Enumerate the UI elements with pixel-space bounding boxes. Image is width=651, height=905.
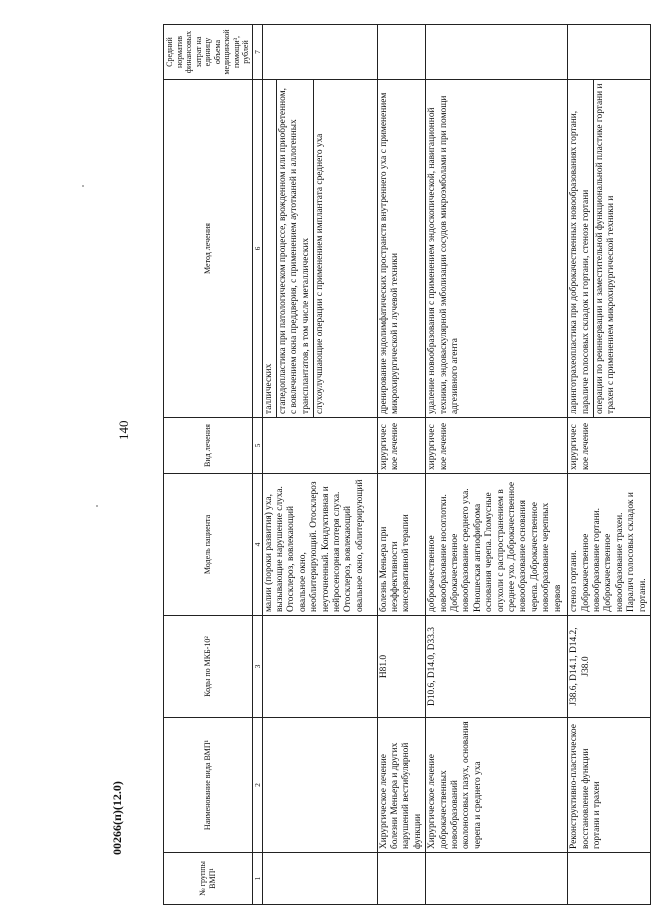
group-cell bbox=[377, 853, 426, 905]
cost-norm-cell bbox=[377, 25, 426, 80]
group-cell bbox=[262, 853, 377, 905]
treatment-method-cell bbox=[568, 80, 651, 418]
method-item: ларинготрахеопластика при доброкачественных новообразованиях гортани, параличе голосовых складок и гортани, стенозе гортани bbox=[569, 110, 591, 414]
vmp-table bbox=[163, 24, 651, 905]
group-cell bbox=[568, 853, 651, 905]
treatment-type-cell bbox=[262, 418, 377, 474]
header-vmp-name: Наименование вида ВМП¹ bbox=[164, 718, 253, 853]
treatment-method-cell bbox=[262, 80, 377, 418]
header-treatment-method: Метод лечения bbox=[164, 80, 253, 418]
method-item: таллических bbox=[263, 363, 274, 414]
cost-norm-cell bbox=[568, 25, 651, 80]
patient-model-cell: малии (пороки развития) уха, вызывающие нарушение слуха. Отосклероз, вовлекающий овальное окно, необлитерирующий. Отосклероз неуточненный. Кондуктивная и нейросенсорная потеря слуха. Отосклероз, вовлекающий овальное окно, облитерирующий bbox=[262, 474, 377, 616]
treatment-type-cell: хирургическое лечение bbox=[426, 418, 568, 474]
cost-norm-cell bbox=[262, 25, 377, 80]
method-item: стапедопластика при патологическом процессе, врожденном или приобретенном, с вовлечением окна преддверия, с применением аутотканей и аллогенных трансплантатов, в том числе металлических bbox=[276, 80, 313, 417]
col-number: 7 bbox=[252, 25, 262, 80]
vmp-name-cell bbox=[262, 718, 377, 853]
page-number: 140 bbox=[116, 420, 131, 440]
col-number: 5 bbox=[252, 418, 262, 474]
col-number: 2 bbox=[252, 718, 262, 853]
scan-speck bbox=[82, 185, 84, 187]
col-number: 3 bbox=[252, 616, 262, 718]
patient-model-cell: доброкачественное новообразование носоглотки. Доброкачественное новообразование среднего уха. Юношеская ангиофиброма основания черепа. Гломусные опухоли с распространением в среднее ухо. Доброкачественное новообразование основания черепа. Доброкачественное новообразование черепных нервов bbox=[426, 474, 568, 616]
group-cell bbox=[426, 853, 568, 905]
treatment-method-cell: удаление новообразования с применением эндоскопической, навигационной техники, эндоваскулярной эмболизации сосудов микроэмболами и при помощи адгезивного агента bbox=[426, 80, 568, 418]
patient-model-cell: болезнь Меньера при неэффективности консервативной терапии bbox=[377, 474, 426, 616]
footer-code: 00266(п)(12.0) bbox=[110, 781, 124, 855]
header-icd-codes: Коды по МКБ-10² bbox=[164, 616, 253, 718]
rotated-table-sheet bbox=[163, 25, 648, 905]
method-item: слухоулучшающие операции с применением имплантата среднего уха bbox=[313, 80, 327, 417]
treatment-method-cell: дренирование эндолимфатических пространств внутреннего уха с применением микрохирургической и лучевой техники bbox=[377, 80, 426, 418]
vmp-name-cell: Хирургическое лечение болезни Меньера и других нарушений вестибулярной функции bbox=[377, 718, 426, 853]
icd-codes-cell: J38.6, D14.1, D14.2, J38.0 bbox=[568, 616, 651, 718]
icd-codes-cell bbox=[262, 616, 377, 718]
vmp-name-cell: Хирургическое лечение доброкачественных новообразований околоносовых пазух, основания черепа и среднего уха bbox=[426, 718, 568, 853]
treatment-type-cell: хирургическое лечение bbox=[568, 418, 651, 474]
table-row bbox=[377, 25, 426, 905]
header-cost-norm: Средний норматив финансовых затрат на единицу объема медицинской помощи³, рублей bbox=[164, 25, 253, 80]
header-patient-model: Модель пациента bbox=[164, 474, 253, 616]
col-number: 6 bbox=[252, 80, 262, 418]
header-treatment-type: Вид лечения bbox=[164, 418, 253, 474]
table-row bbox=[426, 25, 568, 905]
col-number: 4 bbox=[252, 474, 262, 616]
icd-codes-cell: H81.0 bbox=[377, 616, 426, 718]
patient-model-cell: стеноз гортани. Доброкачественное новообразование гортани. Доброкачественное новообразование трахеи. Паралич голосовых складок и гортани. bbox=[568, 474, 651, 616]
col-number: 1 bbox=[252, 853, 262, 905]
method-item: операции по реиннервации и заместительной функциональной пластике гортани и трахеи с применением микрохирургической техники и bbox=[593, 80, 619, 417]
table-row bbox=[568, 25, 651, 905]
treatment-type-cell: хирургическое лечение bbox=[377, 418, 426, 474]
cost-norm-cell bbox=[426, 25, 568, 80]
icd-codes-cell: D10.6, D14.0, D33.3 bbox=[426, 616, 568, 718]
vmp-name-cell: Реконструктивно-пластическое восстановление функции гортани и трахеи bbox=[568, 718, 651, 853]
header-group-number: № группы ВМП¹ bbox=[164, 853, 253, 905]
table-row bbox=[262, 25, 377, 905]
scan-speck bbox=[96, 505, 98, 507]
